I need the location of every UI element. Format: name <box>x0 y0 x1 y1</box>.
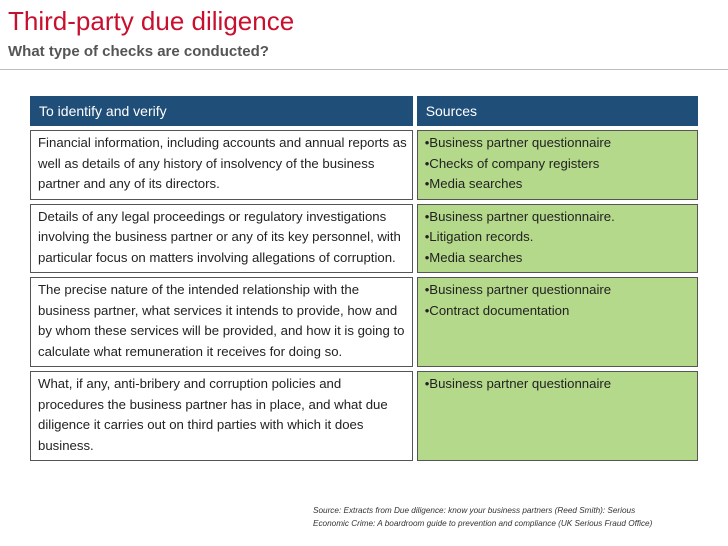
sources-cell <box>417 371 698 461</box>
source-item: •Media searches <box>424 176 523 191</box>
source-item: •Litigation records. <box>424 229 534 244</box>
title-divider <box>0 69 728 70</box>
sources-cell <box>417 277 698 367</box>
identify-cell: Details of any legal proceedings or regulatory investigations involving the business partner or any of its key personnel, with particular focus on matters involving allegations of corruption. <box>30 204 413 274</box>
footnote-line: Source: Extracts from Due diligence: know your business partners (Reed Smith): Serious <box>313 506 636 515</box>
source-item: •Business partner questionnaire. <box>424 208 615 224</box>
identify-cell: The precise nature of the intended relationship with the business partner, what services it intends to provide, how and by whom these services will be provided, and how it is going to calculate what remuneration it receives for doing so. <box>30 277 413 367</box>
table-row <box>30 277 698 367</box>
source-item: •Business partner questionnaire <box>424 376 612 391</box>
table-header-row <box>30 96 698 126</box>
source-item: •Media searches <box>424 249 523 265</box>
due-diligence-table <box>30 96 698 465</box>
source-footnote <box>313 504 723 530</box>
header-sources: Sources <box>417 96 698 126</box>
source-item: •Contract documentation <box>424 302 570 318</box>
footnote-line: Economic Crime: A boardroom guide to prevention and compliance (UK Serious Fraud Office) <box>313 519 653 528</box>
table-row <box>30 371 698 461</box>
source-item: •Business partner questionnaire <box>424 135 612 150</box>
sources-cell <box>417 204 698 274</box>
table-row <box>30 204 698 274</box>
page-subtitle: What type of checks are conducted? <box>8 43 269 60</box>
identify-cell: Financial information, including accounts and annual reports as well as details of any history of insolvency of the business partner and any of its directors. <box>30 130 413 200</box>
identify-cell: What, if any, anti-bribery and corruption policies and procedures the business partner has in place, and what due diligence it carries out on third parties with which it does business. <box>30 371 413 461</box>
source-item: •Checks of company registers <box>424 155 600 171</box>
source-item: •Business partner questionnaire <box>424 282 612 297</box>
sources-cell <box>417 130 698 200</box>
header-identify-verify: To identify and verify <box>30 96 413 126</box>
table-row <box>30 130 698 200</box>
page-title: Third-party due diligence <box>8 6 295 36</box>
